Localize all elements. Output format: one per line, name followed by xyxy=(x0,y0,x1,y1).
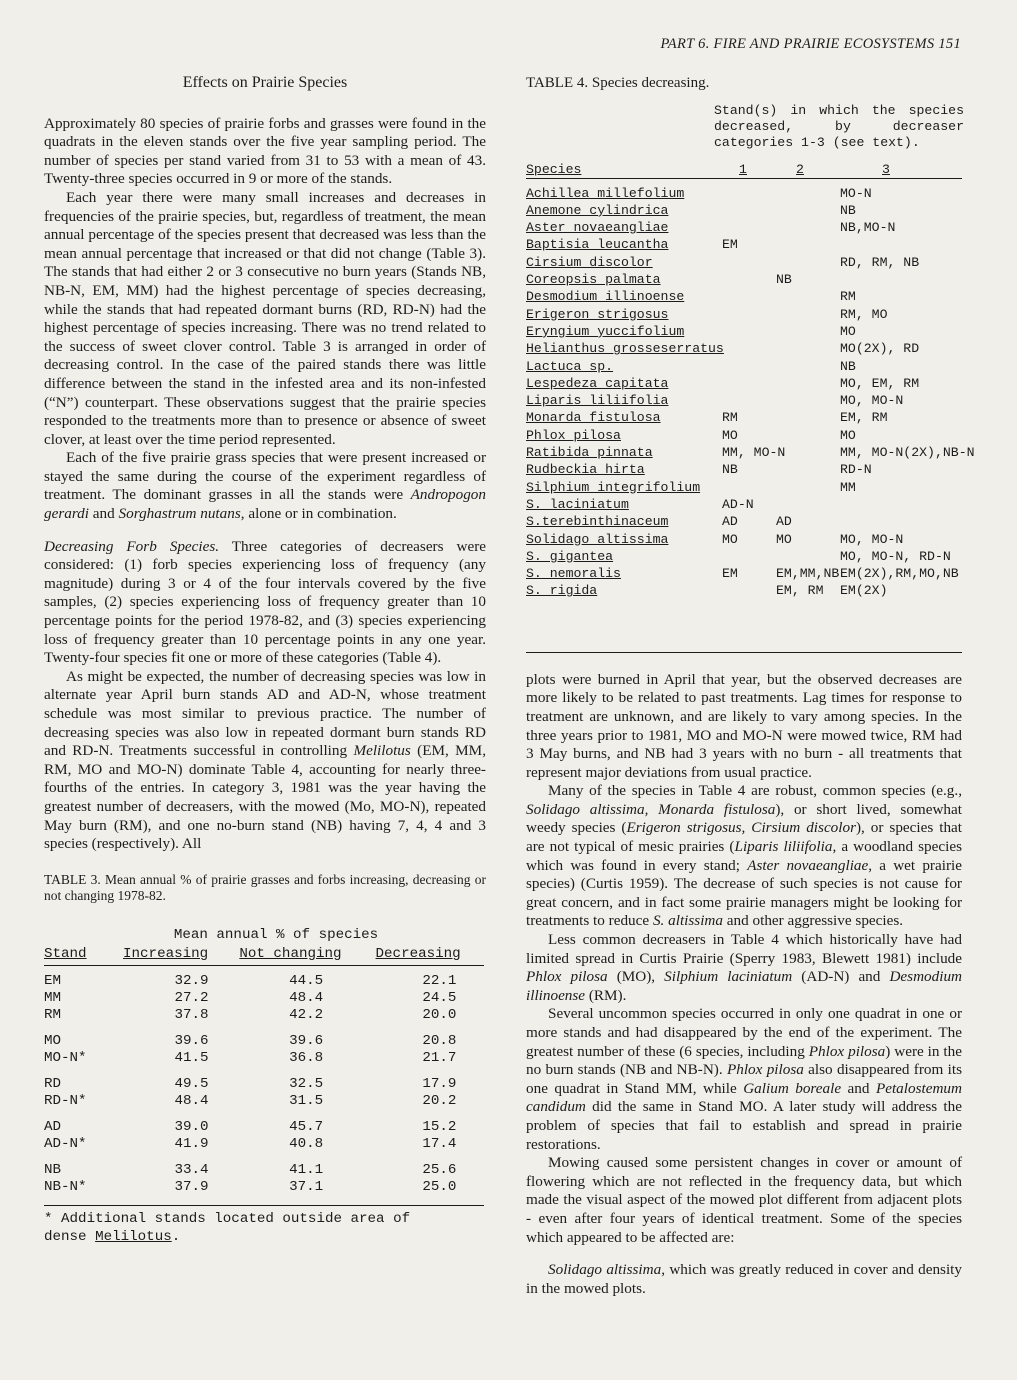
table-cell: 27.2 xyxy=(174,989,209,1006)
table-row xyxy=(526,358,962,375)
table-cell: RD xyxy=(44,1075,62,1092)
table-cell xyxy=(716,582,772,599)
table4 xyxy=(526,102,975,653)
table4-bottom-rule xyxy=(526,652,962,653)
table-row xyxy=(526,531,962,548)
table-cell xyxy=(716,306,772,323)
table-cell: MM, MO-N(2X),NB-N xyxy=(840,445,975,461)
table-cell xyxy=(772,219,834,236)
paragraph-decreasing-forbs: Decreasing Forb Species. Three categories of decreasers were considered: (1) forb species experiencing loss of frequency (any magnitude) during 3 or 4 of the four intervals covered by the five samples, (2) species experiencing loss of frequency greater than 10 percentage points for the period 1978-82, and (3) species experiencing loss of frequency greater than 10 percentage points in any one year. Twenty-four species fit one or more of these categories (Table 4). xyxy=(44,537,486,667)
species-name: Achillea millefolium xyxy=(526,185,685,201)
table-cell xyxy=(716,375,772,392)
species-name: Erigeron strigosus xyxy=(526,306,669,322)
table-cell: 41.1 xyxy=(289,1161,324,1178)
table4-stand-note: Stand(s) in which the species decreased, by decreaser categories 1-3 (see text). xyxy=(714,102,964,150)
table-cell: RD-N* xyxy=(44,1092,87,1109)
table-cell: 24.5 xyxy=(422,989,457,1006)
table-row xyxy=(526,444,975,461)
paragraph-1: Approximately 80 species of prairie forbs and grasses were found in the quadrats in the eleven stands over the five year sampling period. The number of species per stand varied from 31 to 53 with a mean of 43. Twenty-three species occurred in 9 or more of the stands. xyxy=(44,114,486,188)
paragraph-5: As might be expected, the number of decreasing species was low in alternate year April burn stands AD and AD-N, whose treatment schedule was most similar to previous practice. The number of decreasing species was also low in repeated dormant burn stands RD and RD-N. Treatments successful in controlling Melilotus (EM, MM, RM, MO and MO-N) dominate Table 4, accounting for nearly three-fourths of the entries. In category 3, 1981 was the year having the greatest number of decreasers, with the mowed (Mo, MO-N), repeated May burn (RM), and one no-burn stand (NB) having 7, 4, 4 and 3 species (respectively). All xyxy=(44,667,486,853)
species-name: Eryngium yuccifolium xyxy=(526,323,685,339)
table-cell: MO, EM, RM xyxy=(840,375,920,391)
table4-header-row xyxy=(526,161,962,179)
table-cell xyxy=(716,202,772,219)
table3-header-stand: Stand xyxy=(44,945,87,962)
table-cell: MO(2X), RD xyxy=(840,341,920,357)
table-cell xyxy=(834,236,958,253)
table-row xyxy=(44,1033,484,1050)
table-cell xyxy=(772,375,834,392)
table-cell: 39.6 xyxy=(174,1032,209,1049)
table3-header-row xyxy=(44,944,484,966)
table-cell: AD-N xyxy=(722,496,754,512)
table-cell xyxy=(834,271,958,288)
table-row xyxy=(526,375,962,392)
species-name: Rudbeckia hirta xyxy=(526,462,645,478)
table-cell: 21.7 xyxy=(422,1049,457,1066)
species-name: S. laciniatum xyxy=(526,496,629,512)
table-cell: 37.1 xyxy=(289,1178,324,1195)
left-column xyxy=(44,74,486,1246)
table-cell: 32.5 xyxy=(289,1075,324,1092)
table-cell xyxy=(772,323,834,340)
table-cell: MM xyxy=(44,989,62,1006)
table-cell: 45.7 xyxy=(289,1118,324,1135)
table-cell: 22.1 xyxy=(422,972,457,989)
table-cell: MO, MO-N, RD-N xyxy=(840,548,951,564)
table3-group xyxy=(44,973,484,1024)
table3-group xyxy=(44,1076,484,1110)
table4-header-cat2: 2 xyxy=(796,161,804,177)
right-paragraph-1: plots were burned in April that year, but the observed decreases are more likely to be related to past treatments. Lag times for response to treatment are unknown, and are likely to vary among species. In the three years prior to 1981, MO and MO-N were mowed twice, RM had 3 May burns, and NB had 3 years with no burn - all treatments that represent major deviations from usual practice. xyxy=(526,670,962,781)
table-cell: 37.8 xyxy=(174,1006,209,1023)
table-cell: 44.5 xyxy=(289,972,324,989)
table-cell: EM, RM xyxy=(840,410,888,426)
table3-body xyxy=(44,973,484,1196)
species-name: Coreopsis palmata xyxy=(526,272,661,288)
table-row xyxy=(526,513,962,530)
table-cell xyxy=(772,202,834,219)
species-name: Aster novaeangliae xyxy=(526,220,669,236)
table-cell: AD-N* xyxy=(44,1135,87,1152)
table-row xyxy=(44,1007,484,1024)
table-cell: MO xyxy=(776,531,792,547)
table-cell xyxy=(716,219,772,236)
right-paragraph-6: Solidago altissima, which was greatly reduced in cover and density in the mowed plots. xyxy=(526,1261,962,1297)
table-row xyxy=(44,1076,484,1093)
table-cell: NB xyxy=(44,1161,62,1178)
table4-caption: TABLE 4. Species decreasing. xyxy=(526,75,710,91)
table-cell: EM xyxy=(722,566,738,582)
species-name: S. nemoralis xyxy=(526,566,621,582)
table-cell: RM xyxy=(722,410,738,426)
table-cell xyxy=(716,392,772,409)
table-row xyxy=(526,288,962,305)
table-cell: 17.9 xyxy=(422,1075,457,1092)
table-row xyxy=(526,219,962,236)
table-cell: 20.2 xyxy=(422,1092,457,1109)
table-cell: MM, MO-N xyxy=(722,445,786,461)
table-cell: 33.4 xyxy=(174,1161,209,1178)
table-cell xyxy=(772,479,834,496)
table3 xyxy=(44,926,484,1246)
table-row xyxy=(526,392,962,409)
table4-header-species: Species xyxy=(526,161,582,177)
table-row xyxy=(526,582,962,599)
table4-body xyxy=(526,185,975,600)
table-row xyxy=(44,1093,484,1110)
table-cell: AD xyxy=(722,514,738,530)
right-column xyxy=(526,74,975,1298)
species-name: Helianthus grosseserratus xyxy=(526,341,724,357)
table-cell xyxy=(772,427,834,444)
table-row xyxy=(44,1179,484,1196)
table3-header-increasing: Increasing xyxy=(123,945,209,962)
right-paragraph-4: Several uncommon species occurred in only one quadrat in one or more stands and had disappeared by the end of the experiment. The greatest number of these (6 species, including Phlox pilosa) were in the no burn stands (NB and NB-N). Phlox pilosa also disappeared from its one quadrat in Stand MM, while Galium boreale and Petalostemum candidum did the same in Stand MO. A later study will address the problem of species that fail to establish and spread in prairie restorations. xyxy=(526,1005,962,1153)
table-cell: 48.4 xyxy=(174,1092,209,1109)
species-name: S. gigantea xyxy=(526,548,614,564)
section-title: Effects on Prairie Species xyxy=(182,74,348,91)
table-row xyxy=(526,202,962,219)
table-cell: EM(2X) xyxy=(840,583,888,599)
table-cell: 42.2 xyxy=(289,1006,324,1023)
table-cell: NB,MO-N xyxy=(840,220,896,236)
table3-caption: TABLE 3. Mean annual % of prairie grasses and forbs increasing, decreasing or not changing 1978-82. xyxy=(44,871,486,903)
table3-group xyxy=(44,1119,484,1153)
table-cell: EM,MM,NB xyxy=(776,566,840,582)
table-cell: MO xyxy=(722,427,738,443)
table-cell: EM xyxy=(722,237,738,253)
table-cell: 48.4 xyxy=(289,989,324,1006)
species-name: Lactuca sp. xyxy=(526,358,614,374)
species-name: S. rigida xyxy=(526,583,598,599)
table-cell: EM xyxy=(44,972,62,989)
table-cell xyxy=(716,288,772,305)
species-name: S.terebinthinaceum xyxy=(526,514,669,530)
table-cell: 20.0 xyxy=(422,1006,457,1023)
table-cell: RM, MO xyxy=(840,306,888,322)
table-row xyxy=(526,185,962,202)
species-name: Desmodium illinoense xyxy=(526,289,685,305)
table-cell xyxy=(772,392,834,409)
table-cell xyxy=(834,496,958,513)
table-cell xyxy=(772,358,834,375)
table-cell: 36.8 xyxy=(289,1049,324,1066)
table-row xyxy=(526,254,962,271)
table-cell xyxy=(772,340,834,357)
table-row xyxy=(44,1136,484,1153)
table-row xyxy=(526,271,962,288)
table-row xyxy=(526,427,962,444)
table-cell xyxy=(772,444,834,461)
table-row xyxy=(526,548,962,565)
table-cell xyxy=(716,479,772,496)
species-name: Phlox pilosa xyxy=(526,427,621,443)
table-cell: NB xyxy=(722,462,738,478)
table-row xyxy=(44,973,484,990)
table-row xyxy=(44,1119,484,1136)
table-row xyxy=(44,990,484,1007)
table3-header-decreasing: Decreasing xyxy=(375,945,461,962)
table-cell: 39.0 xyxy=(174,1118,209,1135)
table-cell xyxy=(772,254,834,271)
species-name: Lespedeza capitata xyxy=(526,375,669,391)
table3-group xyxy=(44,1033,484,1067)
species-name: Solidago altissima xyxy=(526,531,669,547)
table-cell: MM xyxy=(840,479,856,495)
table4-header-cat1: 1 xyxy=(739,161,747,177)
table-cell xyxy=(772,409,834,426)
table-row xyxy=(526,496,962,513)
table-cell xyxy=(716,185,772,202)
table-cell: 15.2 xyxy=(422,1118,457,1135)
running-header: PART 6. FIRE AND PRAIRIE ECOSYSTEMS 151 xyxy=(660,36,961,52)
species-name: Cirsium discolor xyxy=(526,254,653,270)
table-cell xyxy=(772,306,834,323)
table-cell: 20.8 xyxy=(422,1032,457,1049)
species-name: Anemone cylindrica xyxy=(526,202,669,218)
right-paragraph-3: Less common decreasers in Table 4 which historically have had limited spread in Curtis Prairie (Sperry 1983, Blewett 1981) include Phlox pilosa (MO), Silphium laciniatum (AD-N) and Desmodium illinoense (RM). xyxy=(526,931,963,1004)
table-cell: NB xyxy=(840,202,856,218)
table-cell: RD-N xyxy=(840,462,872,478)
paragraph-3: Each of the five prairie grass species that were present increased or stayed the same during the course of the experiment regardless of treatment. The dominant grasses in all the stands were Andropogon gerardi and Sorghastrum nutans, alone or in combination. xyxy=(44,449,486,523)
table-cell: NB xyxy=(840,358,856,374)
table3-span-header: Mean annual % of species xyxy=(173,926,379,943)
table-row xyxy=(526,461,962,478)
paragraph-2: Each year there were many small increases and decreases in frequencies of the prairie species, but, regardless of treatment, the mean annual percentage of the species present that decreased was less than the mean annual percentage that increased or that did not change (Table 3). The stands that had either 2 or 3 consecutive no burn years (Stands NB, NB-N, EM, MM) had the highest percentage of species decreasing, while the stands that had repeated dormant burns (RD, RD-N) had the highest percentage of species increasing. There was no trend related to the success of sweet clover control. Table 3 is arranged in order of decreasing control. In the case of the paired stands there was little difference between the stand in the infested area and its non-infested (“N”) counterpart. These observations suggest that the prairie species responded to the treatments more than to presence or absence of sweet clover, at least over the time period represented. xyxy=(44,188,486,448)
table-cell: MO xyxy=(840,427,856,443)
table-cell: MO-N xyxy=(840,185,872,201)
table-cell: 41.9 xyxy=(174,1135,209,1152)
table-cell: RM xyxy=(840,289,856,305)
table-cell xyxy=(772,496,834,513)
species-name: Ratibida pinnata xyxy=(526,445,653,461)
table-cell: 31.5 xyxy=(289,1092,324,1109)
table-cell: MO xyxy=(44,1032,62,1049)
table-cell: AD xyxy=(44,1118,62,1135)
table-cell: NB xyxy=(776,272,792,288)
table-cell xyxy=(716,340,772,357)
table-cell: MO, MO-N xyxy=(840,531,904,547)
table-cell: NB-N* xyxy=(44,1178,87,1195)
right-paragraph-2: Many of the species in Table 4 are robust, common species (e.g., Solidago altissima, Monarda fistulosa), or short lived, somewhat weedy species (Erigeron strigosus, Cirsium discolor), or species that are not typical of mesic prairies (Liparis liliifolia, a woodland species which was found in every stand; Aster novaeangliae, a wet prairie species) (Curtis 1959). The decrease of such species is not cause for great concern, and in fact some prairie managers might be looking for treatments to reduce S. altissima and other aggressive species. xyxy=(526,782,963,930)
table-row xyxy=(526,565,962,582)
table-cell: RM xyxy=(44,1006,62,1023)
table-cell: 49.5 xyxy=(174,1075,209,1092)
right-text xyxy=(526,671,962,1299)
species-name: Monarda fistulosa xyxy=(526,410,661,426)
table-cell: MO xyxy=(722,531,738,547)
table3-group xyxy=(44,1162,484,1196)
table-cell xyxy=(716,254,772,271)
table-cell xyxy=(772,461,834,478)
table-cell: 32.9 xyxy=(174,972,209,989)
table-row xyxy=(526,306,962,323)
table-cell: MO, MO-N xyxy=(840,393,904,409)
table-row xyxy=(526,340,962,357)
table3-header-not-changing: Not changing xyxy=(239,945,342,962)
table-cell: AD xyxy=(776,514,792,530)
table-row xyxy=(526,236,962,253)
table-cell xyxy=(772,548,834,565)
table-row xyxy=(44,1050,484,1067)
table3-footnote: * Additional stands located outside area of dense Melilotus. xyxy=(44,1205,484,1246)
table-cell: RD, RM, NB xyxy=(840,254,920,270)
table-cell: EM, RM xyxy=(776,583,824,599)
species-name: Liparis liliifolia xyxy=(526,393,669,409)
table-cell: 40.8 xyxy=(289,1135,324,1152)
table-cell: 41.5 xyxy=(174,1049,209,1066)
table-cell xyxy=(716,271,772,288)
table4-header-cat3: 3 xyxy=(882,161,890,177)
table-cell: 17.4 xyxy=(422,1135,457,1152)
right-paragraph-5: Mowing caused some persistent changes in cover or amount of flowering which are not reflected in the frequency data, but which made the visual aspect of the mowed plot different from adjacent plots - even after four years of identical treatment. Some of the species which appeared to be affected are: xyxy=(526,1154,962,1246)
table-cell: 25.6 xyxy=(422,1161,457,1178)
species-name: Baptisia leucantha xyxy=(526,237,669,253)
table-cell xyxy=(716,323,772,340)
table-cell xyxy=(716,358,772,375)
table-row xyxy=(44,1162,484,1179)
table-cell: MO xyxy=(840,323,856,339)
table-cell xyxy=(772,185,834,202)
table-row xyxy=(526,479,962,496)
table-cell: MO-N* xyxy=(44,1049,87,1066)
table-row xyxy=(526,409,962,426)
table-cell: 37.9 xyxy=(174,1178,209,1195)
table-row xyxy=(526,323,962,340)
species-name: Silphium integrifolium xyxy=(526,479,701,495)
table-cell: EM(2X),RM,MO,NB xyxy=(840,566,959,582)
subheading-decreasing-forbs: Decreasing Forb Species. xyxy=(44,537,220,555)
table-cell xyxy=(834,513,958,530)
table-cell: 39.6 xyxy=(289,1032,324,1049)
table-cell xyxy=(772,288,834,305)
table-cell: 25.0 xyxy=(422,1178,457,1195)
table-cell xyxy=(716,548,772,565)
table-cell xyxy=(772,236,834,253)
